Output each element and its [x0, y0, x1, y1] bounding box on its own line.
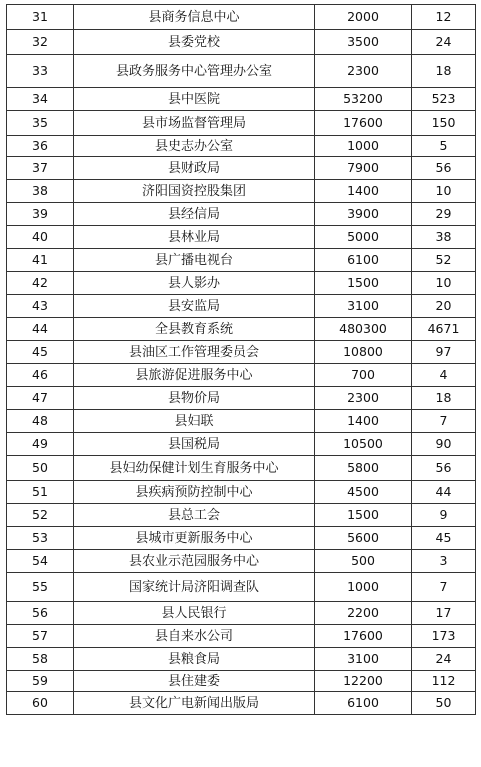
- cell-unit-name: 县政务服务中心管理办公室: [74, 55, 315, 88]
- cell-count: 3: [412, 550, 476, 573]
- unit-table: [6, 4, 476, 715]
- table-row: [7, 30, 476, 55]
- cell-amount: 1500: [315, 272, 412, 295]
- table-row: [7, 111, 476, 136]
- cell-number: 41: [7, 249, 74, 272]
- cell-amount: 2300: [315, 55, 412, 88]
- cell-number: 48: [7, 410, 74, 433]
- cell-amount: 2000: [315, 5, 412, 30]
- cell-amount: 10800: [315, 341, 412, 364]
- cell-count: 523: [412, 88, 476, 111]
- table-row: [7, 504, 476, 527]
- table-row: [7, 249, 476, 272]
- cell-count: 12: [412, 5, 476, 30]
- cell-unit-name: 县人民银行: [74, 602, 315, 625]
- cell-count: 5: [412, 136, 476, 157]
- cell-number: 40: [7, 226, 74, 249]
- cell-amount: 4500: [315, 481, 412, 504]
- cell-number: 39: [7, 203, 74, 226]
- cell-number: 37: [7, 157, 74, 180]
- cell-number: 43: [7, 295, 74, 318]
- cell-unit-name: 县城市更新服务中心: [74, 527, 315, 550]
- cell-number: 56: [7, 602, 74, 625]
- cell-number: 58: [7, 648, 74, 671]
- cell-count: 112: [412, 671, 476, 692]
- cell-number: 44: [7, 318, 74, 341]
- cell-unit-name: 县疾病预防控制中心: [74, 481, 315, 504]
- cell-number: 49: [7, 433, 74, 456]
- cell-count: 4671: [412, 318, 476, 341]
- cell-unit-name: 国家统计局济阳调查队: [74, 573, 315, 602]
- cell-number: 60: [7, 692, 74, 715]
- cell-number: 38: [7, 180, 74, 203]
- cell-amount: 3100: [315, 295, 412, 318]
- cell-number: 52: [7, 504, 74, 527]
- cell-amount: 3100: [315, 648, 412, 671]
- cell-amount: 500: [315, 550, 412, 573]
- cell-amount: 5800: [315, 456, 412, 481]
- cell-amount: 480300: [315, 318, 412, 341]
- cell-unit-name: 县妇联: [74, 410, 315, 433]
- cell-unit-name: 县财政局: [74, 157, 315, 180]
- cell-amount: 10500: [315, 433, 412, 456]
- cell-amount: 1400: [315, 410, 412, 433]
- cell-count: 90: [412, 433, 476, 456]
- cell-count: 56: [412, 157, 476, 180]
- cell-amount: 3900: [315, 203, 412, 226]
- table-row: [7, 692, 476, 715]
- cell-number: 36: [7, 136, 74, 157]
- cell-amount: 1000: [315, 136, 412, 157]
- cell-count: 20: [412, 295, 476, 318]
- cell-unit-name: 县妇幼保健计划生育服务中心: [74, 456, 315, 481]
- cell-amount: 1400: [315, 180, 412, 203]
- table-row: [7, 433, 476, 456]
- cell-count: 7: [412, 573, 476, 602]
- cell-count: 4: [412, 364, 476, 387]
- cell-amount: 5000: [315, 226, 412, 249]
- cell-unit-name: 县市场监督管理局: [74, 111, 315, 136]
- table-row: [7, 550, 476, 573]
- cell-unit-name: 济阳国资控股集团: [74, 180, 315, 203]
- cell-number: 35: [7, 111, 74, 136]
- cell-number: 31: [7, 5, 74, 30]
- cell-unit-name: 县经信局: [74, 203, 315, 226]
- cell-unit-name: 县委党校: [74, 30, 315, 55]
- cell-amount: 17600: [315, 111, 412, 136]
- cell-unit-name: 县农业示范园服务中心: [74, 550, 315, 573]
- cell-amount: 5600: [315, 527, 412, 550]
- cell-count: 97: [412, 341, 476, 364]
- cell-amount: 1000: [315, 573, 412, 602]
- table-row: [7, 341, 476, 364]
- data-table-container: [6, 4, 475, 715]
- cell-number: 32: [7, 30, 74, 55]
- cell-number: 55: [7, 573, 74, 602]
- cell-count: 24: [412, 30, 476, 55]
- cell-count: 18: [412, 55, 476, 88]
- cell-count: 44: [412, 481, 476, 504]
- cell-unit-name: 县国税局: [74, 433, 315, 456]
- table-row: [7, 88, 476, 111]
- cell-count: 29: [412, 203, 476, 226]
- cell-count: 52: [412, 249, 476, 272]
- table-row: [7, 573, 476, 602]
- cell-number: 46: [7, 364, 74, 387]
- table-row: [7, 55, 476, 88]
- cell-number: 59: [7, 671, 74, 692]
- cell-amount: 700: [315, 364, 412, 387]
- cell-amount: 53200: [315, 88, 412, 111]
- cell-unit-name: 县人影办: [74, 272, 315, 295]
- cell-count: 45: [412, 527, 476, 550]
- cell-count: 56: [412, 456, 476, 481]
- table-row: [7, 602, 476, 625]
- table-row: [7, 157, 476, 180]
- table-row: [7, 648, 476, 671]
- table-row: [7, 364, 476, 387]
- cell-number: 57: [7, 625, 74, 648]
- table-row: [7, 295, 476, 318]
- cell-amount: 2200: [315, 602, 412, 625]
- cell-count: 17: [412, 602, 476, 625]
- cell-amount: 2300: [315, 387, 412, 410]
- cell-unit-name: 县中医院: [74, 88, 315, 111]
- table-row: [7, 203, 476, 226]
- cell-count: 150: [412, 111, 476, 136]
- cell-amount: 1500: [315, 504, 412, 527]
- cell-amount: 17600: [315, 625, 412, 648]
- cell-number: 50: [7, 456, 74, 481]
- cell-unit-name: 县史志办公室: [74, 136, 315, 157]
- cell-amount: 7900: [315, 157, 412, 180]
- table-row: [7, 5, 476, 30]
- cell-number: 33: [7, 55, 74, 88]
- cell-unit-name: 全县教育系统: [74, 318, 315, 341]
- table-row: [7, 481, 476, 504]
- cell-number: 54: [7, 550, 74, 573]
- cell-unit-name: 县旅游促进服务中心: [74, 364, 315, 387]
- cell-count: 50: [412, 692, 476, 715]
- cell-unit-name: 县商务信息中心: [74, 5, 315, 30]
- cell-unit-name: 县安监局: [74, 295, 315, 318]
- cell-count: 10: [412, 180, 476, 203]
- table-row: [7, 625, 476, 648]
- cell-amount: 6100: [315, 249, 412, 272]
- table-row: [7, 318, 476, 341]
- cell-number: 45: [7, 341, 74, 364]
- table-row: [7, 272, 476, 295]
- cell-amount: 12200: [315, 671, 412, 692]
- cell-unit-name: 县自来水公司: [74, 625, 315, 648]
- cell-unit-name: 县粮食局: [74, 648, 315, 671]
- table-row: [7, 180, 476, 203]
- table-row: [7, 410, 476, 433]
- table-row: [7, 136, 476, 157]
- cell-number: 34: [7, 88, 74, 111]
- cell-unit-name: 县物价局: [74, 387, 315, 410]
- table-row: [7, 527, 476, 550]
- cell-count: 10: [412, 272, 476, 295]
- cell-unit-name: 县住建委: [74, 671, 315, 692]
- cell-number: 47: [7, 387, 74, 410]
- cell-count: 173: [412, 625, 476, 648]
- table-row: [7, 226, 476, 249]
- cell-count: 9: [412, 504, 476, 527]
- cell-unit-name: 县林业局: [74, 226, 315, 249]
- cell-unit-name: 县总工会: [74, 504, 315, 527]
- cell-count: 24: [412, 648, 476, 671]
- table-row: [7, 671, 476, 692]
- cell-count: 18: [412, 387, 476, 410]
- cell-number: 53: [7, 527, 74, 550]
- table-row: [7, 456, 476, 481]
- cell-count: 38: [412, 226, 476, 249]
- cell-unit-name: 县油区工作管理委员会: [74, 341, 315, 364]
- cell-amount: 3500: [315, 30, 412, 55]
- cell-count: 7: [412, 410, 476, 433]
- cell-unit-name: 县广播电视台: [74, 249, 315, 272]
- table-row: [7, 387, 476, 410]
- cell-number: 51: [7, 481, 74, 504]
- cell-number: 42: [7, 272, 74, 295]
- cell-amount: 6100: [315, 692, 412, 715]
- table-body: [7, 5, 476, 715]
- cell-unit-name: 县文化广电新闻出版局: [74, 692, 315, 715]
